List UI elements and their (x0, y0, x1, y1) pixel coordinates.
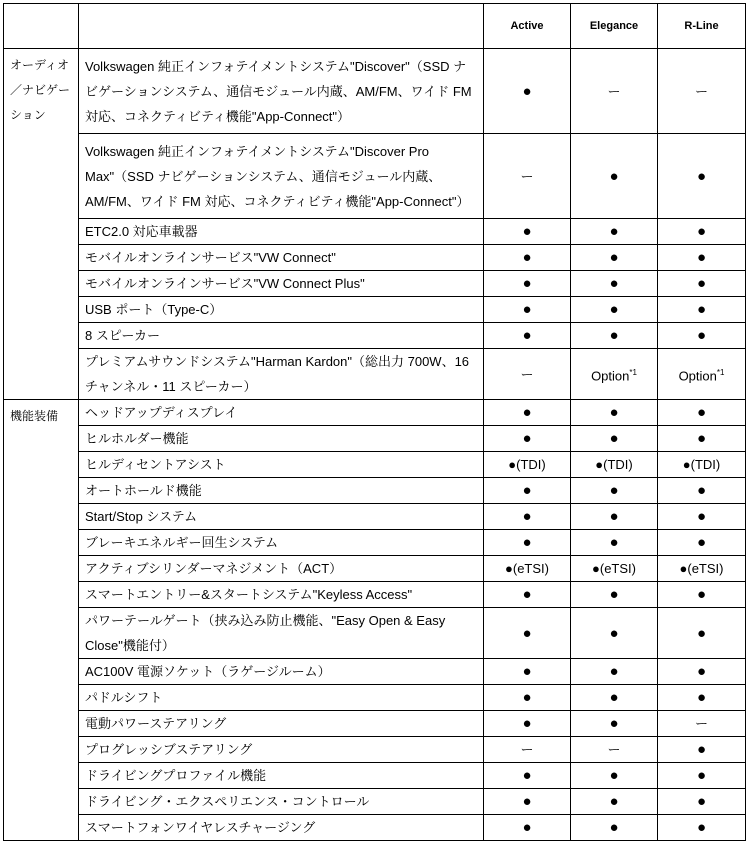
value-cell (658, 815, 746, 841)
filled-dot-icon: ● (609, 430, 619, 447)
value-cell (658, 737, 746, 763)
filled-dot-icon: ● (696, 223, 707, 240)
value-cell (571, 530, 658, 556)
feature-cell: ドライビング・エクスペリエンス・コントロール (79, 789, 484, 815)
table-row (4, 815, 746, 841)
feature-cell: プログレッシブステアリング (79, 737, 484, 763)
value-cell (658, 556, 746, 582)
filled-dot-icon: ● (609, 767, 619, 784)
value-cell (484, 271, 571, 297)
value-text: ●(TDI) (508, 457, 546, 472)
value-text: ●(TDI) (595, 457, 633, 472)
value-cell (484, 323, 571, 349)
value-cell (571, 556, 658, 582)
feature-cell: パドルシフト (79, 685, 484, 711)
filled-dot-icon: ● (609, 249, 619, 266)
value-cell (571, 452, 658, 478)
value-cell (484, 219, 571, 245)
feature-cell: スマートフォンワイヤレスチャージング (79, 815, 484, 841)
table-row (4, 400, 746, 426)
value-text: ー (520, 742, 534, 757)
filled-dot-icon: ● (696, 741, 707, 758)
value-cell (658, 245, 746, 271)
table-row (4, 556, 746, 582)
value-cell (484, 608, 571, 659)
value-text: ●(eTSI) (592, 561, 636, 576)
table-row (4, 737, 746, 763)
value-cell (658, 504, 746, 530)
filled-dot-icon: ● (609, 715, 619, 732)
filled-dot-icon: ● (522, 301, 532, 318)
value-text: Option (678, 368, 717, 384)
table-row (4, 478, 746, 504)
value-cell (658, 478, 746, 504)
header-r-line: R-Line (658, 4, 746, 49)
value-cell (571, 504, 658, 530)
filled-dot-icon: ● (696, 663, 707, 680)
value-cell (484, 789, 571, 815)
feature-cell: Volkswagen 純正インフォテイメントシステム"Discover Pro Max"（SSD ナビゲーションシステム、通信モジュール内蔵、AM/FM、ワイド FM 対応、コネクティビティ機能"App-Connect"） (79, 134, 484, 219)
table-row (4, 504, 746, 530)
header-active: Active (484, 4, 571, 49)
feature-cell: ヘッドアップディスプレイ (79, 400, 484, 426)
table-row (4, 426, 746, 452)
feature-cell: パワーテールゲート（挟み込み防止機能、"Easy Open & Easy Close"機能付） (79, 608, 484, 659)
value-cell (658, 530, 746, 556)
table-row (4, 297, 746, 323)
value-cell (571, 297, 658, 323)
table-row (4, 323, 746, 349)
feature-cell: モバイルオンラインサービス"VW Connect" (79, 245, 484, 271)
filled-dot-icon: ● (696, 482, 707, 499)
filled-dot-icon: ● (609, 167, 619, 185)
table-row (4, 134, 746, 219)
value-cell (484, 426, 571, 452)
value-cell (484, 556, 571, 582)
value-cell (571, 685, 658, 711)
filled-dot-icon: ● (696, 819, 707, 836)
value-text: ●(eTSI) (679, 561, 724, 576)
header-row (4, 4, 746, 49)
filled-dot-icon: ● (522, 327, 532, 344)
value-cell (571, 245, 658, 271)
value-cell (658, 711, 746, 737)
feature-cell: USB ポート（Type-C） (79, 297, 484, 323)
value-cell (571, 608, 658, 659)
filled-dot-icon: ● (522, 430, 532, 447)
value-cell (658, 659, 746, 685)
value-cell (484, 134, 571, 219)
value-cell (658, 685, 746, 711)
value-cell (484, 530, 571, 556)
value-cell (658, 789, 746, 815)
filled-dot-icon: ● (522, 275, 532, 292)
filled-dot-icon: ● (522, 249, 532, 266)
table-row (4, 763, 746, 789)
value-text: ●(TDI) (682, 457, 721, 472)
filled-dot-icon: ● (609, 301, 619, 318)
value-cell (571, 582, 658, 608)
filled-dot-icon: ● (522, 534, 532, 551)
value-cell (658, 271, 746, 297)
header-blank-2 (79, 4, 484, 49)
filled-dot-icon: ● (696, 275, 707, 292)
value-text: ー (694, 83, 708, 99)
filled-dot-icon: ● (609, 223, 619, 240)
filled-dot-icon: ● (609, 275, 619, 292)
value-cell (571, 134, 658, 219)
value-cell (571, 737, 658, 763)
value-text: ー (520, 168, 534, 184)
feature-cell: スマートエントリー&スタートシステム"Keyless Access" (79, 582, 484, 608)
filled-dot-icon: ● (696, 167, 707, 185)
value-text: ー (607, 742, 621, 757)
table-row (4, 582, 746, 608)
filled-dot-icon: ● (522, 223, 532, 240)
filled-dot-icon: ● (522, 508, 532, 525)
value-text: ー (694, 716, 708, 731)
filled-dot-icon: ● (696, 793, 707, 810)
value-cell (571, 478, 658, 504)
footnote-mark: *1 (629, 367, 637, 377)
value-cell (658, 400, 746, 426)
value-cell (571, 271, 658, 297)
value-cell (571, 711, 658, 737)
value-cell (658, 582, 746, 608)
feature-cell: ブレーキエネルギー回生システム (79, 530, 484, 556)
header-blank-1 (4, 4, 79, 49)
filled-dot-icon: ● (609, 327, 619, 344)
filled-dot-icon: ● (609, 508, 619, 525)
value-cell (658, 608, 746, 659)
table-row (4, 245, 746, 271)
filled-dot-icon: ● (696, 534, 707, 551)
feature-cell: プレミアムサウンドシステム"Harman Kardon"（総出力 700W、16 チャンネル・11 スピーカー） (79, 349, 484, 400)
table-row (4, 271, 746, 297)
filled-dot-icon: ● (609, 819, 619, 836)
value-cell (658, 323, 746, 349)
value-cell (484, 737, 571, 763)
value-cell (484, 763, 571, 789)
value-cell (484, 49, 571, 134)
filled-dot-icon: ● (609, 534, 619, 551)
table-row (4, 659, 746, 685)
value-cell (484, 685, 571, 711)
filled-dot-icon: ● (696, 689, 707, 706)
table-row (4, 685, 746, 711)
value-cell (484, 815, 571, 841)
value-cell (571, 400, 658, 426)
category-cell: 機能装備 (4, 400, 79, 841)
value-cell (658, 349, 746, 400)
category-cell: オーディオ／ナビゲーション (4, 49, 79, 400)
value-cell (658, 297, 746, 323)
feature-cell: ヒルディセントアシスト (79, 452, 484, 478)
filled-dot-icon: ● (696, 508, 707, 525)
value-cell (484, 452, 571, 478)
filled-dot-icon: ● (522, 819, 532, 836)
table-row (4, 452, 746, 478)
value-cell (571, 789, 658, 815)
value-cell (484, 478, 571, 504)
table-row (4, 49, 746, 134)
filled-dot-icon: ● (609, 586, 619, 603)
filled-dot-icon: ● (522, 482, 532, 499)
value-cell (658, 763, 746, 789)
table-row (4, 349, 746, 400)
feature-cell: Volkswagen 純正インフォテイメントシステム"Discover"（SSD ナビゲーションシステム、通信モジュール内蔵、AM/FM、ワイド FM 対応、コネクティビティ機能"App-Connect"） (79, 49, 484, 134)
value-cell (484, 245, 571, 271)
filled-dot-icon: ● (522, 404, 532, 421)
filled-dot-icon: ● (696, 430, 707, 447)
filled-dot-icon: ● (609, 404, 619, 421)
value-cell (484, 504, 571, 530)
filled-dot-icon: ● (696, 624, 707, 642)
value-cell (658, 134, 746, 219)
header-elegance: Elegance (571, 4, 658, 49)
filled-dot-icon: ● (522, 663, 532, 680)
value-cell (571, 323, 658, 349)
value-cell (571, 426, 658, 452)
spec-table (3, 3, 746, 841)
filled-dot-icon: ● (609, 624, 619, 642)
feature-cell: 電動パワーステアリング (79, 711, 484, 737)
value-cell (571, 49, 658, 134)
filled-dot-icon: ● (522, 624, 532, 642)
value-cell (484, 349, 571, 400)
feature-cell: ETC2.0 対応車載器 (79, 219, 484, 245)
filled-dot-icon: ● (609, 663, 619, 680)
value-cell (484, 711, 571, 737)
table-row (4, 219, 746, 245)
footnote-mark: *1 (716, 367, 725, 377)
filled-dot-icon: ● (609, 689, 619, 706)
value-text: ー (607, 83, 621, 99)
value-cell (484, 659, 571, 685)
filled-dot-icon: ● (696, 327, 707, 344)
value-cell (484, 297, 571, 323)
filled-dot-icon: ● (522, 767, 532, 784)
value-cell (658, 452, 746, 478)
value-cell (658, 219, 746, 245)
filled-dot-icon: ● (696, 249, 707, 266)
feature-cell: アクティブシリンダーマネジメント（ACT） (79, 556, 484, 582)
value-cell (571, 659, 658, 685)
filled-dot-icon: ● (696, 767, 707, 784)
feature-cell: オートホールド機能 (79, 478, 484, 504)
filled-dot-icon: ● (696, 301, 707, 318)
feature-cell: モバイルオンラインサービス"VW Connect Plus" (79, 271, 484, 297)
value-cell (571, 763, 658, 789)
filled-dot-icon: ● (696, 404, 707, 421)
feature-cell: ドライビングプロファイル機能 (79, 763, 484, 789)
value-text: Option (591, 368, 630, 384)
value-cell (571, 349, 658, 400)
value-cell (571, 815, 658, 841)
feature-cell: 8 スピーカー (79, 323, 484, 349)
filled-dot-icon: ● (522, 586, 532, 603)
filled-dot-icon: ● (522, 689, 532, 706)
value-text: ー (520, 366, 534, 382)
table-row (4, 789, 746, 815)
feature-cell: ヒルホルダー機能 (79, 426, 484, 452)
value-cell (658, 49, 746, 134)
feature-cell: AC100V 電源ソケット（ラゲージルーム） (79, 659, 484, 685)
filled-dot-icon: ● (522, 82, 532, 100)
feature-cell: Start/Stop システム (79, 504, 484, 530)
filled-dot-icon: ● (696, 586, 707, 603)
value-cell (658, 426, 746, 452)
value-cell (571, 219, 658, 245)
table-row (4, 711, 746, 737)
value-text: ●(eTSI) (505, 561, 549, 576)
filled-dot-icon: ● (522, 715, 532, 732)
value-cell (484, 400, 571, 426)
filled-dot-icon: ● (609, 793, 619, 810)
filled-dot-icon: ● (522, 793, 532, 810)
table-row (4, 530, 746, 556)
filled-dot-icon: ● (609, 482, 619, 499)
value-cell (484, 582, 571, 608)
table-row (4, 608, 746, 659)
